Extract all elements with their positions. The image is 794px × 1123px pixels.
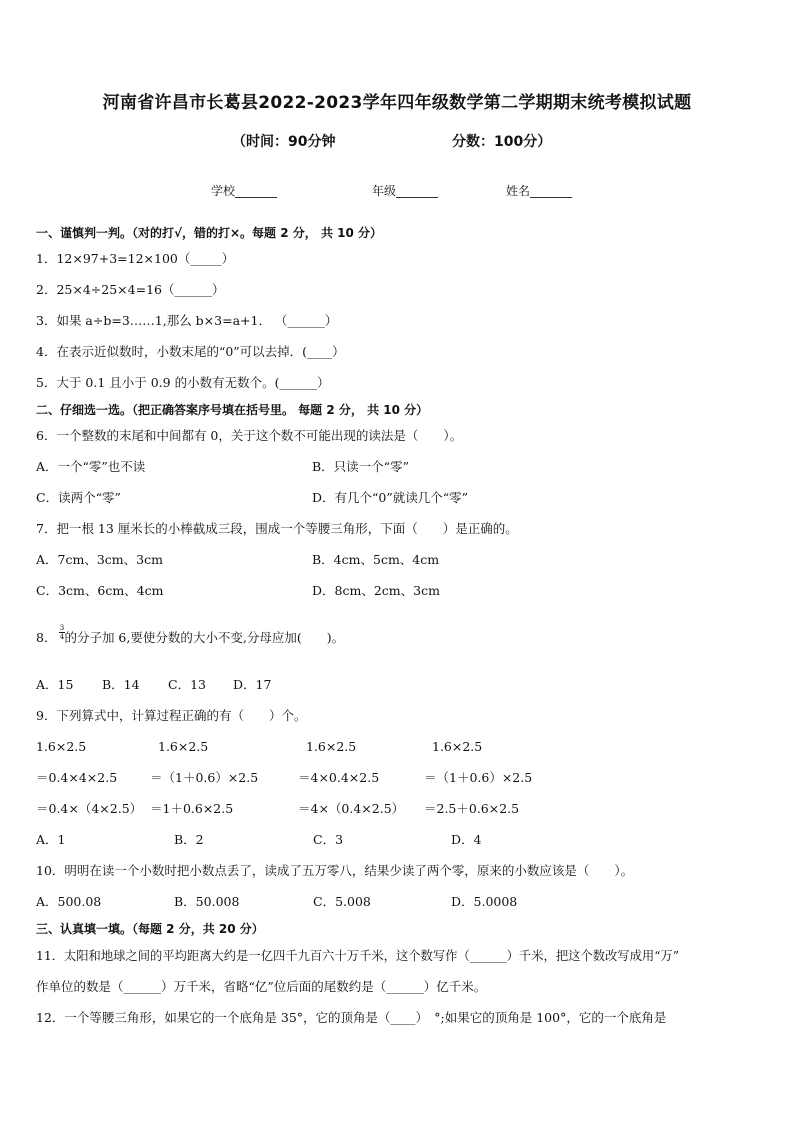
section-1-heading: 一、谨慎判一判。（对的打√，错的打×。每题 2 分， 共 10 分） bbox=[36, 226, 382, 240]
question-9: 9．下列算式中，计算过程正确的有（ ）个。 bbox=[36, 708, 307, 723]
section-2-heading: 二、仔细选一选。（把正确答案序号填在括号里。 每题 2 分， 共 10 分） bbox=[36, 403, 429, 417]
q9-calc-3-line-2: ＝4×0.4×2.5 bbox=[298, 770, 380, 785]
q8-fraction-denominator: 4 bbox=[59, 633, 65, 641]
section-3-heading: 三、认真填一填。（每题 2 分，共 20 分） bbox=[36, 922, 264, 936]
q9-calc-4-line-3: ＝2.5＋0.6×2.5 bbox=[424, 801, 520, 816]
q8-option-b: B．14 bbox=[102, 677, 140, 692]
question-11-line-1: 11．太阳和地球之间的平均距离大约是一亿四千九百六十万千米，这个数写作（______）千米，把这个数改写成用“万” bbox=[36, 949, 680, 963]
q9-calc-3-line-1: 1.6×2.5 bbox=[306, 739, 357, 754]
q10-option-d: D．5.0008 bbox=[451, 894, 518, 909]
q8-stem: 的分子加 6,要使分数的大小不变,分母应加( )。 bbox=[64, 630, 345, 645]
q7-option-a: A．7cm、3cm、3cm bbox=[36, 552, 163, 567]
question-6: 6．一个整数的末尾和中间都有 0，关于这个数不可能出现的读法是（ ）。 bbox=[36, 428, 463, 443]
question-3: 3．如果 a÷b=3……1,那么 b×3=a+1． （______） bbox=[36, 313, 338, 328]
question-1: 1．12×97+3=12×100（_____） bbox=[36, 251, 235, 266]
q7-option-c: C．3cm、6cm、4cm bbox=[36, 583, 164, 598]
question-10: 10．明明在读一个小数时把小数点丢了，读成了五万零八，结果少读了两个零，原来的小数应该是（ ）。 bbox=[36, 863, 634, 878]
exam-time: （时间：90分钟 bbox=[232, 134, 336, 150]
q9-calc-2-line-2: ＝（1＋0.6）×2.5 bbox=[150, 770, 259, 785]
question-8 bbox=[36, 630, 344, 646]
q10-option-c: C．5.008 bbox=[313, 894, 371, 909]
question-11-line-2: 作单位的数是（______）万千米，省略“亿”位后面的尾数约是（______）亿千米。 bbox=[36, 979, 487, 994]
question-5: 5．大于 0.1 且小于 0.9 的小数有无数个。(______） bbox=[36, 375, 330, 390]
q9-calc-2-line-3: ＝1＋0.6×2.5 bbox=[150, 801, 234, 816]
q6-option-b: B．只读一个“零” bbox=[312, 459, 409, 474]
q8-option-a: A．15 bbox=[36, 677, 74, 692]
q8-fraction bbox=[59, 624, 65, 641]
question-4: 4．在表示近似数时，小数末尾的“0”可以去掉．(____） bbox=[36, 344, 345, 359]
question-7: 7．把一根 13 厘米长的小棒截成三段，围成一个等腰三角形，下面（ ）是正确的。 bbox=[36, 521, 518, 536]
q9-calc-2-line-1: 1.6×2.5 bbox=[158, 739, 209, 754]
q9-calc-1-line-2: ＝0.4×4×2.5 bbox=[36, 770, 118, 785]
q9-option-c: C．3 bbox=[313, 832, 344, 847]
question-2: 2．25×4÷25×4=16（______） bbox=[36, 282, 225, 297]
q9-calc-3-line-3: ＝4×（0.4×2.5） bbox=[298, 801, 405, 816]
q9-calc-1-line-1: 1.6×2.5 bbox=[36, 739, 87, 754]
page-title: 河南省许昌市长葛县2022-2023学年四年级数学第二学期期末统考模拟试题 bbox=[102, 93, 692, 113]
grade-field: 年级_______ bbox=[372, 184, 439, 198]
q9-calc-4-line-2: ＝（1＋0.6）×2.5 bbox=[424, 770, 533, 785]
q8-option-c: C．13 bbox=[168, 677, 206, 692]
name-field: 姓名_______ bbox=[506, 184, 573, 198]
q6-option-a: A．一个“零”也不读 bbox=[36, 459, 146, 474]
q9-calc-1-line-3: ＝0.4×（4×2.5） bbox=[36, 801, 143, 816]
q10-option-a: A．500.08 bbox=[36, 894, 102, 909]
q10-option-b: B．50.008 bbox=[174, 894, 240, 909]
question-12-line-1: 12．一个等腰三角形，如果它的一个底角是 35°，它的顶角是（____） °;如果它的顶角是 100°，它的一个底角是 bbox=[36, 1010, 667, 1025]
q7-option-b: B．4cm、5cm、4cm bbox=[312, 552, 440, 567]
q8-option-d: D．17 bbox=[233, 677, 272, 692]
exam-score: 分数：100分） bbox=[452, 134, 552, 150]
q7-option-d: D．8cm、2cm、3cm bbox=[312, 583, 440, 598]
school-field: 学校_______ bbox=[211, 184, 278, 198]
q6-option-c: C．读两个“零” bbox=[36, 490, 121, 505]
q9-option-a: A．1 bbox=[36, 832, 66, 847]
q8-number: 8． bbox=[36, 630, 57, 645]
q9-option-b: B．2 bbox=[174, 832, 204, 847]
q6-option-d: D．有几个“0”就读几个“零” bbox=[312, 490, 469, 505]
q9-option-d: D．4 bbox=[451, 832, 482, 847]
q9-calc-4-line-1: 1.6×2.5 bbox=[432, 739, 483, 754]
q8-fraction-numerator: 3 bbox=[59, 624, 65, 632]
